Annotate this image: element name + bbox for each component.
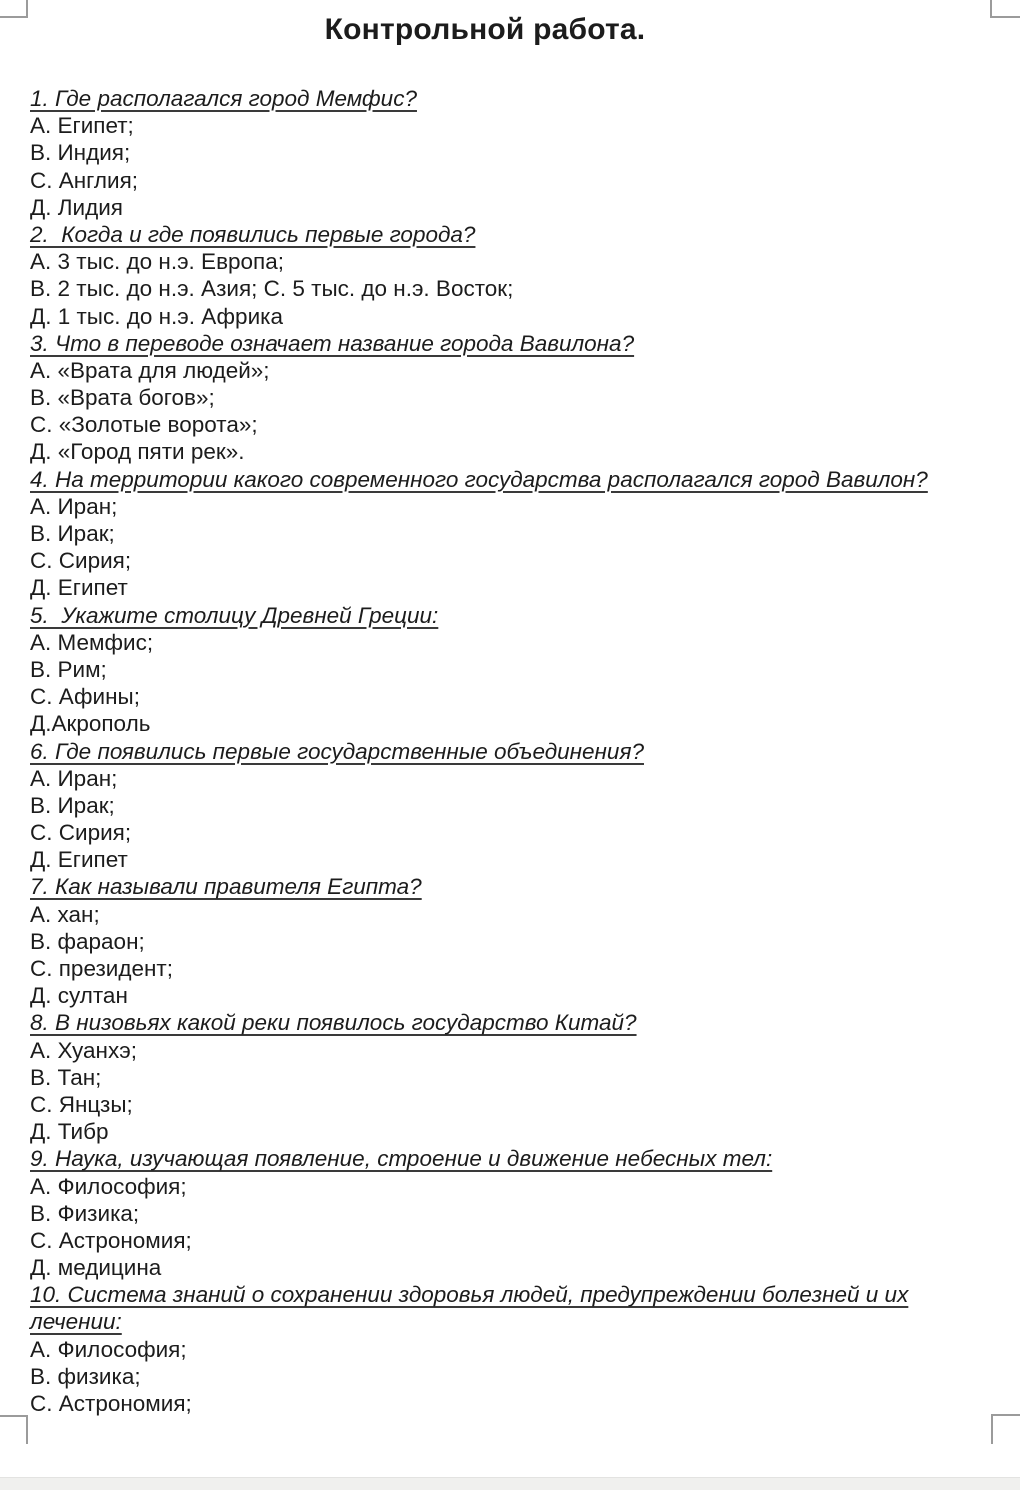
question-4-option-2-text: В. Ирак;	[30, 521, 115, 546]
question-8-text: 8. В низовьях какой реки появилось государство Китай?	[30, 1010, 637, 1036]
question-3-option-2-text: В. «Врата богов»;	[30, 385, 215, 411]
question-3-option-3-text: С. «Золотые ворота»;	[30, 412, 258, 438]
question-5-option-2-text: В. Рим;	[30, 656, 107, 682]
question-7-option-3-text: С. президент;	[30, 956, 173, 981]
question-4-option-1	[30, 493, 990, 520]
question-5-option-1-text: А. Мемфис;	[30, 629, 154, 655]
question-7-option-1-text: А. хан;	[30, 901, 100, 927]
question-3-option-3	[30, 411, 990, 438]
question-1-option-3-text: С. Англия;	[30, 167, 139, 193]
question-5-option-3-text: С. Афины;	[30, 684, 140, 710]
question-9-option-3-text: С. Астрономия;	[30, 1227, 192, 1253]
question-2-option-2-text: В. 2 тыс. до н.э. Азия; С. 5 тыс. до н.э. Восток;	[30, 276, 514, 302]
question-4-option-4-text: Д. Египет	[30, 575, 128, 601]
question-1-text: 1. Где располагался город Мемфис?	[30, 86, 417, 111]
question-10-option-3-text: С. Астрономия;	[30, 1391, 192, 1416]
question-3-option-2	[30, 384, 990, 411]
question-2-option-2	[30, 275, 990, 302]
question-8-option-2	[30, 1064, 990, 1091]
question-1-option-4-text: Д. Лидия	[30, 194, 123, 220]
question-9-option-4	[30, 1254, 990, 1281]
question-6-option-2	[30, 792, 990, 819]
question-5-text: 5. Укажите столицу Древней Греции:	[30, 602, 439, 628]
question-7-option-4	[30, 982, 990, 1009]
question-6-option-3-text: С. Сирия;	[30, 820, 132, 846]
question-1-option-1-text: А. Египет;	[30, 113, 134, 139]
question-2-option-1-text: А. 3 тыс. до н.э. Европа;	[30, 249, 284, 275]
question-7-option-3	[30, 955, 990, 982]
question-5-option-4-text: Д.Акрополь	[30, 711, 151, 737]
question-10-option-1-text: А. Философия;	[30, 1336, 187, 1362]
question-7-option-2-text: В. фараон;	[30, 928, 145, 954]
question-4-option-1-text: А. Иран;	[30, 493, 118, 519]
question-10-option-1	[30, 1336, 990, 1363]
question-2-option-3	[30, 303, 990, 330]
question-10-option-3	[30, 1390, 990, 1417]
question-5-option-3	[30, 683, 990, 710]
question-6-option-2-text: В. Ирак;	[30, 792, 115, 818]
question-10	[30, 1281, 990, 1308]
question-9-option-2	[30, 1200, 990, 1227]
question-4-option-4	[30, 574, 990, 601]
question-3-option-4	[30, 438, 990, 465]
question-8-option-1	[30, 1037, 990, 1064]
question-7	[30, 873, 990, 900]
question-9-option-3	[30, 1227, 990, 1254]
question-10-continued	[30, 1308, 990, 1335]
question-3	[30, 330, 990, 357]
page-gap-bar	[0, 1477, 1020, 1490]
question-4-option-3-text: С. Сирия;	[30, 548, 132, 574]
question-9-option-2-text: В. Физика;	[30, 1200, 140, 1226]
question-7-text: 7. Как называли правителя Египта?	[30, 874, 422, 900]
question-8-option-1-text: А. Хуанхэ;	[30, 1037, 137, 1063]
question-2-text: 2. Когда и где появились первые города?	[30, 221, 476, 247]
question-6-option-4-text: Д. Египет	[30, 847, 128, 873]
question-4	[30, 466, 990, 493]
question-8-option-2-text: В. Тан;	[30, 1064, 102, 1090]
question-6-text: 6. Где появились первые государственные объединения?	[30, 738, 644, 764]
question-5-option-2	[30, 656, 990, 683]
question-1	[30, 85, 990, 112]
page-corner-mark-top-right	[990, 0, 1020, 18]
question-8-option-4-text: Д. Тибр	[30, 1119, 109, 1145]
question-8-option-3-text: С. Янцзы;	[30, 1091, 133, 1117]
question-10-option-2	[30, 1363, 990, 1390]
page-corner-mark-top-left	[0, 0, 28, 18]
page-corner-mark-bottom-right	[991, 1414, 1020, 1444]
question-1-option-2	[30, 139, 990, 166]
question-9-option-1	[30, 1173, 990, 1200]
question-4-option-3	[30, 547, 990, 574]
question-6	[30, 738, 990, 765]
question-10-option-2-text: В. физика;	[30, 1363, 141, 1389]
question-2-option-3-text: Д. 1 тыс. до н.э. Африка	[30, 303, 283, 329]
question-6-option-3	[30, 819, 990, 846]
question-8-option-3	[30, 1091, 990, 1118]
question-7-option-2	[30, 928, 990, 955]
question-5-option-4	[30, 710, 990, 737]
question-4-option-2	[30, 520, 990, 547]
question-1-option-2-text: В. Индия;	[30, 140, 131, 166]
question-1-option-3	[30, 167, 990, 194]
question-3-option-1	[30, 357, 990, 384]
question-7-option-1	[30, 901, 990, 928]
quiz-body	[30, 85, 990, 1417]
question-2-option-1	[30, 248, 990, 275]
question-6-option-4	[30, 846, 990, 873]
question-1-option-1	[30, 112, 990, 139]
question-3-option-4-text: Д. «Город пяти рек».	[30, 439, 245, 465]
question-7-option-4-text: Д. султан	[30, 983, 128, 1009]
question-10-text: 10. Система знаний о сохранении здоровья людей, предупреждении болезней и их	[30, 1282, 909, 1308]
question-4-text: 4. На территории какого современного государства располагался город Вавилон?	[30, 466, 928, 492]
question-8	[30, 1009, 990, 1036]
question-9-option-4-text: Д. медицина	[30, 1255, 162, 1281]
question-9-option-1-text: А. Философия;	[30, 1173, 187, 1199]
question-6-option-1-text: А. Иран;	[30, 765, 118, 791]
question-3-option-1-text: А. «Врата для людей»;	[30, 357, 270, 383]
page-corner-mark-bottom-left	[0, 1415, 28, 1444]
question-5-option-1	[30, 629, 990, 656]
page-content	[30, 0, 990, 1417]
question-9-text: 9. Наука, изучающая появление, строение и движение небесных тел:	[30, 1146, 773, 1172]
document-title: Контрольной работа.	[324, 13, 646, 46]
question-5	[30, 602, 990, 629]
question-2	[30, 221, 990, 248]
question-3-text: 3. Что в переводе означает название города Вавилона?	[30, 330, 635, 356]
question-8-option-4	[30, 1118, 990, 1145]
question-10-continued-text: лечении:	[30, 1309, 122, 1335]
question-6-option-1	[30, 765, 990, 792]
question-9	[30, 1145, 990, 1172]
question-1-option-4	[30, 194, 990, 221]
